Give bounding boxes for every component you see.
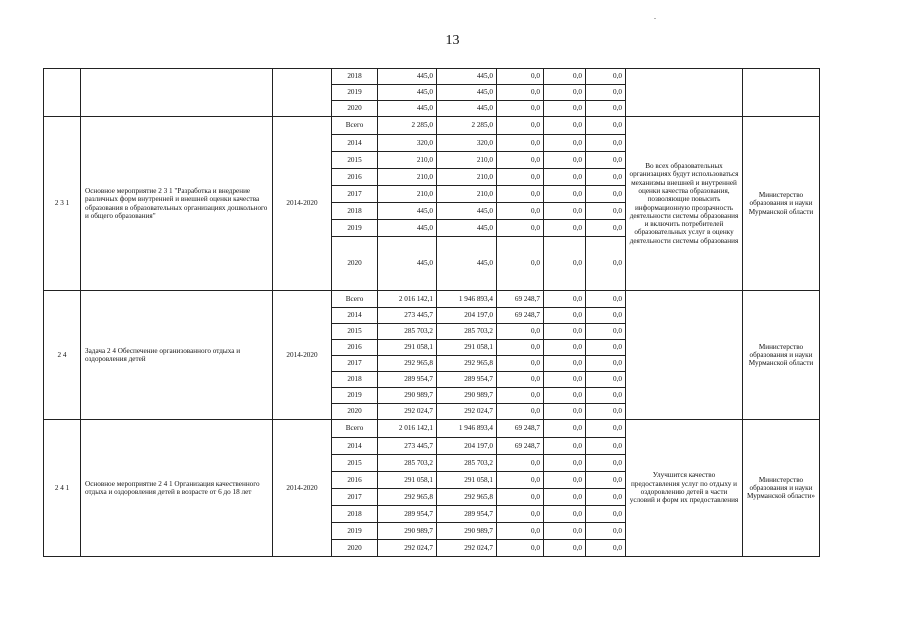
regional-budget-cell: 445,0 [437,85,497,101]
total-cell: 290 989,7 [378,523,437,540]
year-cell: Всего [332,420,378,438]
other-funds-cell: 0,0 [586,220,626,237]
local-budget-cell: 0,0 [544,455,586,472]
year-cell: 2016 [332,169,378,186]
other-funds-cell: 0,0 [586,340,626,356]
federal-budget-cell: 0,0 [497,152,544,169]
federal-budget-cell: 0,0 [497,404,544,420]
other-funds-cell: 0,0 [586,438,626,455]
total-cell: 2 016 142,1 [378,291,437,308]
total-cell: 210,0 [378,186,437,203]
federal-budget-cell: 0,0 [497,101,544,117]
federal-budget-cell: 0,0 [497,220,544,237]
other-funds-cell: 0,0 [586,169,626,186]
regional-budget-cell: 204 197,0 [437,438,497,455]
year-cell: 2017 [332,489,378,506]
regional-budget-cell: 210,0 [437,169,497,186]
year-cell: 2019 [332,388,378,404]
total-cell: 445,0 [378,220,437,237]
section-expected-result: Улучшится качество предоставления услуг по отдыху и оздоровлению детей в части условий и форм их предоставления [626,420,743,557]
other-funds-cell: 0,0 [586,489,626,506]
section-executor: Министерство образования и науки Мурманской области [743,291,820,420]
other-funds-cell: 0,0 [586,356,626,372]
continued-code-cell [44,69,81,117]
section-expected-result [626,291,743,420]
total-cell: 445,0 [378,203,437,220]
federal-budget-cell: 0,0 [497,372,544,388]
local-budget-cell: 0,0 [544,117,586,135]
local-budget-cell: 0,0 [544,203,586,220]
continued-executor-cell [743,69,820,117]
other-funds-cell: 0,0 [586,291,626,308]
total-cell: 289 954,7 [378,506,437,523]
federal-budget-cell: 0,0 [497,540,544,557]
year-cell: 2018 [332,372,378,388]
local-budget-cell: 0,0 [544,472,586,489]
year-cell: 2020 [332,237,378,291]
regional-budget-cell: 204 197,0 [437,308,497,324]
federal-budget-cell: 0,0 [497,169,544,186]
section-name: Основное мероприятие 2 3 1 "Разработка и внедрение различных форм внутренней и внешней оценки качества образования в образовательных организациях дошкольного и общего образования" [81,117,273,291]
total-cell: 2 285,0 [378,117,437,135]
local-budget-cell: 0,0 [544,388,586,404]
section-executor: Министерство образования и науки Мурманской области [743,117,820,291]
regional-budget-cell: 285 703,2 [437,455,497,472]
local-budget-cell: 0,0 [544,340,586,356]
continued-name-cell [81,69,273,117]
regional-budget-cell: 445,0 [437,237,497,291]
table-row [44,291,820,308]
federal-budget-cell: 0,0 [497,489,544,506]
regional-budget-cell: 320,0 [437,135,497,152]
other-funds-cell: 0,0 [586,85,626,101]
page-number: 13 [445,33,460,48]
table-row [44,117,820,135]
section-period: 2014-2020 [273,420,332,557]
other-funds-cell: 0,0 [586,152,626,169]
local-budget-cell: 0,0 [544,324,586,340]
federal-budget-cell: 0,0 [497,324,544,340]
regional-budget-cell: 291 058,1 [437,472,497,489]
other-funds-cell: 0,0 [586,324,626,340]
regional-budget-cell: 289 954,7 [437,506,497,523]
regional-budget-cell: 285 703,2 [437,324,497,340]
local-budget-cell: 0,0 [544,291,586,308]
federal-budget-cell: 69 248,7 [497,438,544,455]
regional-budget-cell: 2 285,0 [437,117,497,135]
total-cell: 292 024,7 [378,540,437,557]
total-cell: 285 703,2 [378,455,437,472]
federal-budget-cell: 0,0 [497,85,544,101]
regional-budget-cell: 292 965,8 [437,356,497,372]
federal-budget-cell: 69 248,7 [497,291,544,308]
regional-budget-cell: 445,0 [437,220,497,237]
total-cell: 210,0 [378,152,437,169]
federal-budget-cell: 0,0 [497,356,544,372]
continued-period-cell [273,69,332,117]
section-code: 2 4 [44,291,81,420]
federal-budget-cell: 0,0 [497,69,544,85]
total-cell: 292 965,8 [378,356,437,372]
regional-budget-cell: 210,0 [437,186,497,203]
year-cell: Всего [332,291,378,308]
federal-budget-cell: 0,0 [497,237,544,291]
regional-budget-cell: 289 954,7 [437,372,497,388]
year-cell: 2018 [332,69,378,85]
local-budget-cell: 0,0 [544,169,586,186]
local-budget-cell: 0,0 [544,220,586,237]
local-budget-cell: 0,0 [544,506,586,523]
total-cell: 320,0 [378,135,437,152]
year-cell: 2016 [332,472,378,489]
other-funds-cell: 0,0 [586,455,626,472]
federal-budget-cell: 69 248,7 [497,420,544,438]
federal-budget-cell: 0,0 [497,135,544,152]
total-cell: 445,0 [378,85,437,101]
regional-budget-cell: 445,0 [437,203,497,220]
year-cell: 2019 [332,523,378,540]
regional-budget-cell: 292 965,8 [437,489,497,506]
regional-budget-cell: 290 989,7 [437,523,497,540]
total-cell: 289 954,7 [378,372,437,388]
regional-budget-cell: 445,0 [437,69,497,85]
regional-budget-cell: 292 024,7 [437,540,497,557]
other-funds-cell: 0,0 [586,506,626,523]
table-row [44,420,820,438]
local-budget-cell: 0,0 [544,404,586,420]
other-funds-cell: 0,0 [586,540,626,557]
total-cell: 273 445,7 [378,308,437,324]
year-cell: 2018 [332,506,378,523]
local-budget-cell: 0,0 [544,69,586,85]
regional-budget-cell: 290 989,7 [437,388,497,404]
local-budget-cell: 0,0 [544,420,586,438]
local-budget-cell: 0,0 [544,523,586,540]
other-funds-cell: 0,0 [586,372,626,388]
local-budget-cell: 0,0 [544,186,586,203]
section-code: 2 3 1 [44,117,81,291]
year-cell: 2020 [332,101,378,117]
total-cell: 292 024,7 [378,404,437,420]
regional-budget-cell: 291 058,1 [437,340,497,356]
year-cell: 2020 [332,540,378,557]
other-funds-cell: 0,0 [586,135,626,152]
other-funds-cell: 0,0 [586,420,626,438]
year-cell: 2019 [332,85,378,101]
federal-budget-cell: 0,0 [497,203,544,220]
section-name: Задача 2 4 Обеспечение организованного отдыха и оздоровления детей [81,291,273,420]
local-budget-cell: 0,0 [544,152,586,169]
local-budget-cell: 0,0 [544,237,586,291]
section-name: Основное мероприятие 2 4 1 Организация качественного отдыха и оздоровления детей в возрасте от 6 до 18 лет [81,420,273,557]
other-funds-cell: 0,0 [586,388,626,404]
other-funds-cell: 0,0 [586,69,626,85]
total-cell: 291 058,1 [378,472,437,489]
section-expected-result: Во всех образовательных организациях будут использоваться механизмы внешней и внутренней оценки качества образования, позволяющие повысить информационную прозрачность деятельности системы образования и включить потребителей образовательных услуг в оценку деятельности системы образования [626,117,743,291]
regional-budget-cell: 210,0 [437,152,497,169]
federal-budget-cell: 0,0 [497,340,544,356]
year-cell: 2015 [332,324,378,340]
other-funds-cell: 0,0 [586,523,626,540]
local-budget-cell: 0,0 [544,101,586,117]
total-cell: 2 016 142,1 [378,420,437,438]
table-row [44,69,820,85]
scan-dot: . [654,12,656,21]
regional-budget-cell: 445,0 [437,101,497,117]
total-cell: 292 965,8 [378,489,437,506]
other-funds-cell: 0,0 [586,404,626,420]
local-budget-cell: 0,0 [544,438,586,455]
year-cell: 2014 [332,135,378,152]
other-funds-cell: 0,0 [586,472,626,489]
year-cell: Всего [332,117,378,135]
federal-budget-cell: 0,0 [497,472,544,489]
program-table [43,68,820,557]
federal-budget-cell: 0,0 [497,506,544,523]
total-cell: 273 445,7 [378,438,437,455]
federal-budget-cell: 69 248,7 [497,308,544,324]
year-cell: 2017 [332,356,378,372]
federal-budget-cell: 0,0 [497,388,544,404]
year-cell: 2016 [332,340,378,356]
year-cell: 2014 [332,308,378,324]
federal-budget-cell: 0,0 [497,186,544,203]
year-cell: 2015 [332,152,378,169]
local-budget-cell: 0,0 [544,135,586,152]
other-funds-cell: 0,0 [586,117,626,135]
year-cell: 2014 [332,438,378,455]
year-cell: 2015 [332,455,378,472]
total-cell: 445,0 [378,69,437,85]
local-budget-cell: 0,0 [544,308,586,324]
total-cell: 445,0 [378,101,437,117]
continued-result-cell [626,69,743,117]
regional-budget-cell: 1 946 893,4 [437,291,497,308]
other-funds-cell: 0,0 [586,203,626,220]
regional-budget-cell: 292 024,7 [437,404,497,420]
total-cell: 210,0 [378,169,437,186]
local-budget-cell: 0,0 [544,356,586,372]
section-code: 2 4 1 [44,420,81,557]
section-executor: Министерство образования и науки Мурманской области» [743,420,820,557]
year-cell: 2017 [332,186,378,203]
other-funds-cell: 0,0 [586,237,626,291]
other-funds-cell: 0,0 [586,101,626,117]
federal-budget-cell: 0,0 [497,523,544,540]
total-cell: 291 058,1 [378,340,437,356]
federal-budget-cell: 0,0 [497,455,544,472]
year-cell: 2019 [332,220,378,237]
federal-budget-cell: 0,0 [497,117,544,135]
section-period: 2014-2020 [273,291,332,420]
section-period: 2014-2020 [273,117,332,291]
total-cell: 445,0 [378,237,437,291]
total-cell: 290 989,7 [378,388,437,404]
regional-budget-cell: 1 946 893,4 [437,420,497,438]
other-funds-cell: 0,0 [586,308,626,324]
year-cell: 2018 [332,203,378,220]
other-funds-cell: 0,0 [586,186,626,203]
local-budget-cell: 0,0 [544,489,586,506]
local-budget-cell: 0,0 [544,540,586,557]
year-cell: 2020 [332,404,378,420]
local-budget-cell: 0,0 [544,85,586,101]
total-cell: 285 703,2 [378,324,437,340]
local-budget-cell: 0,0 [544,372,586,388]
